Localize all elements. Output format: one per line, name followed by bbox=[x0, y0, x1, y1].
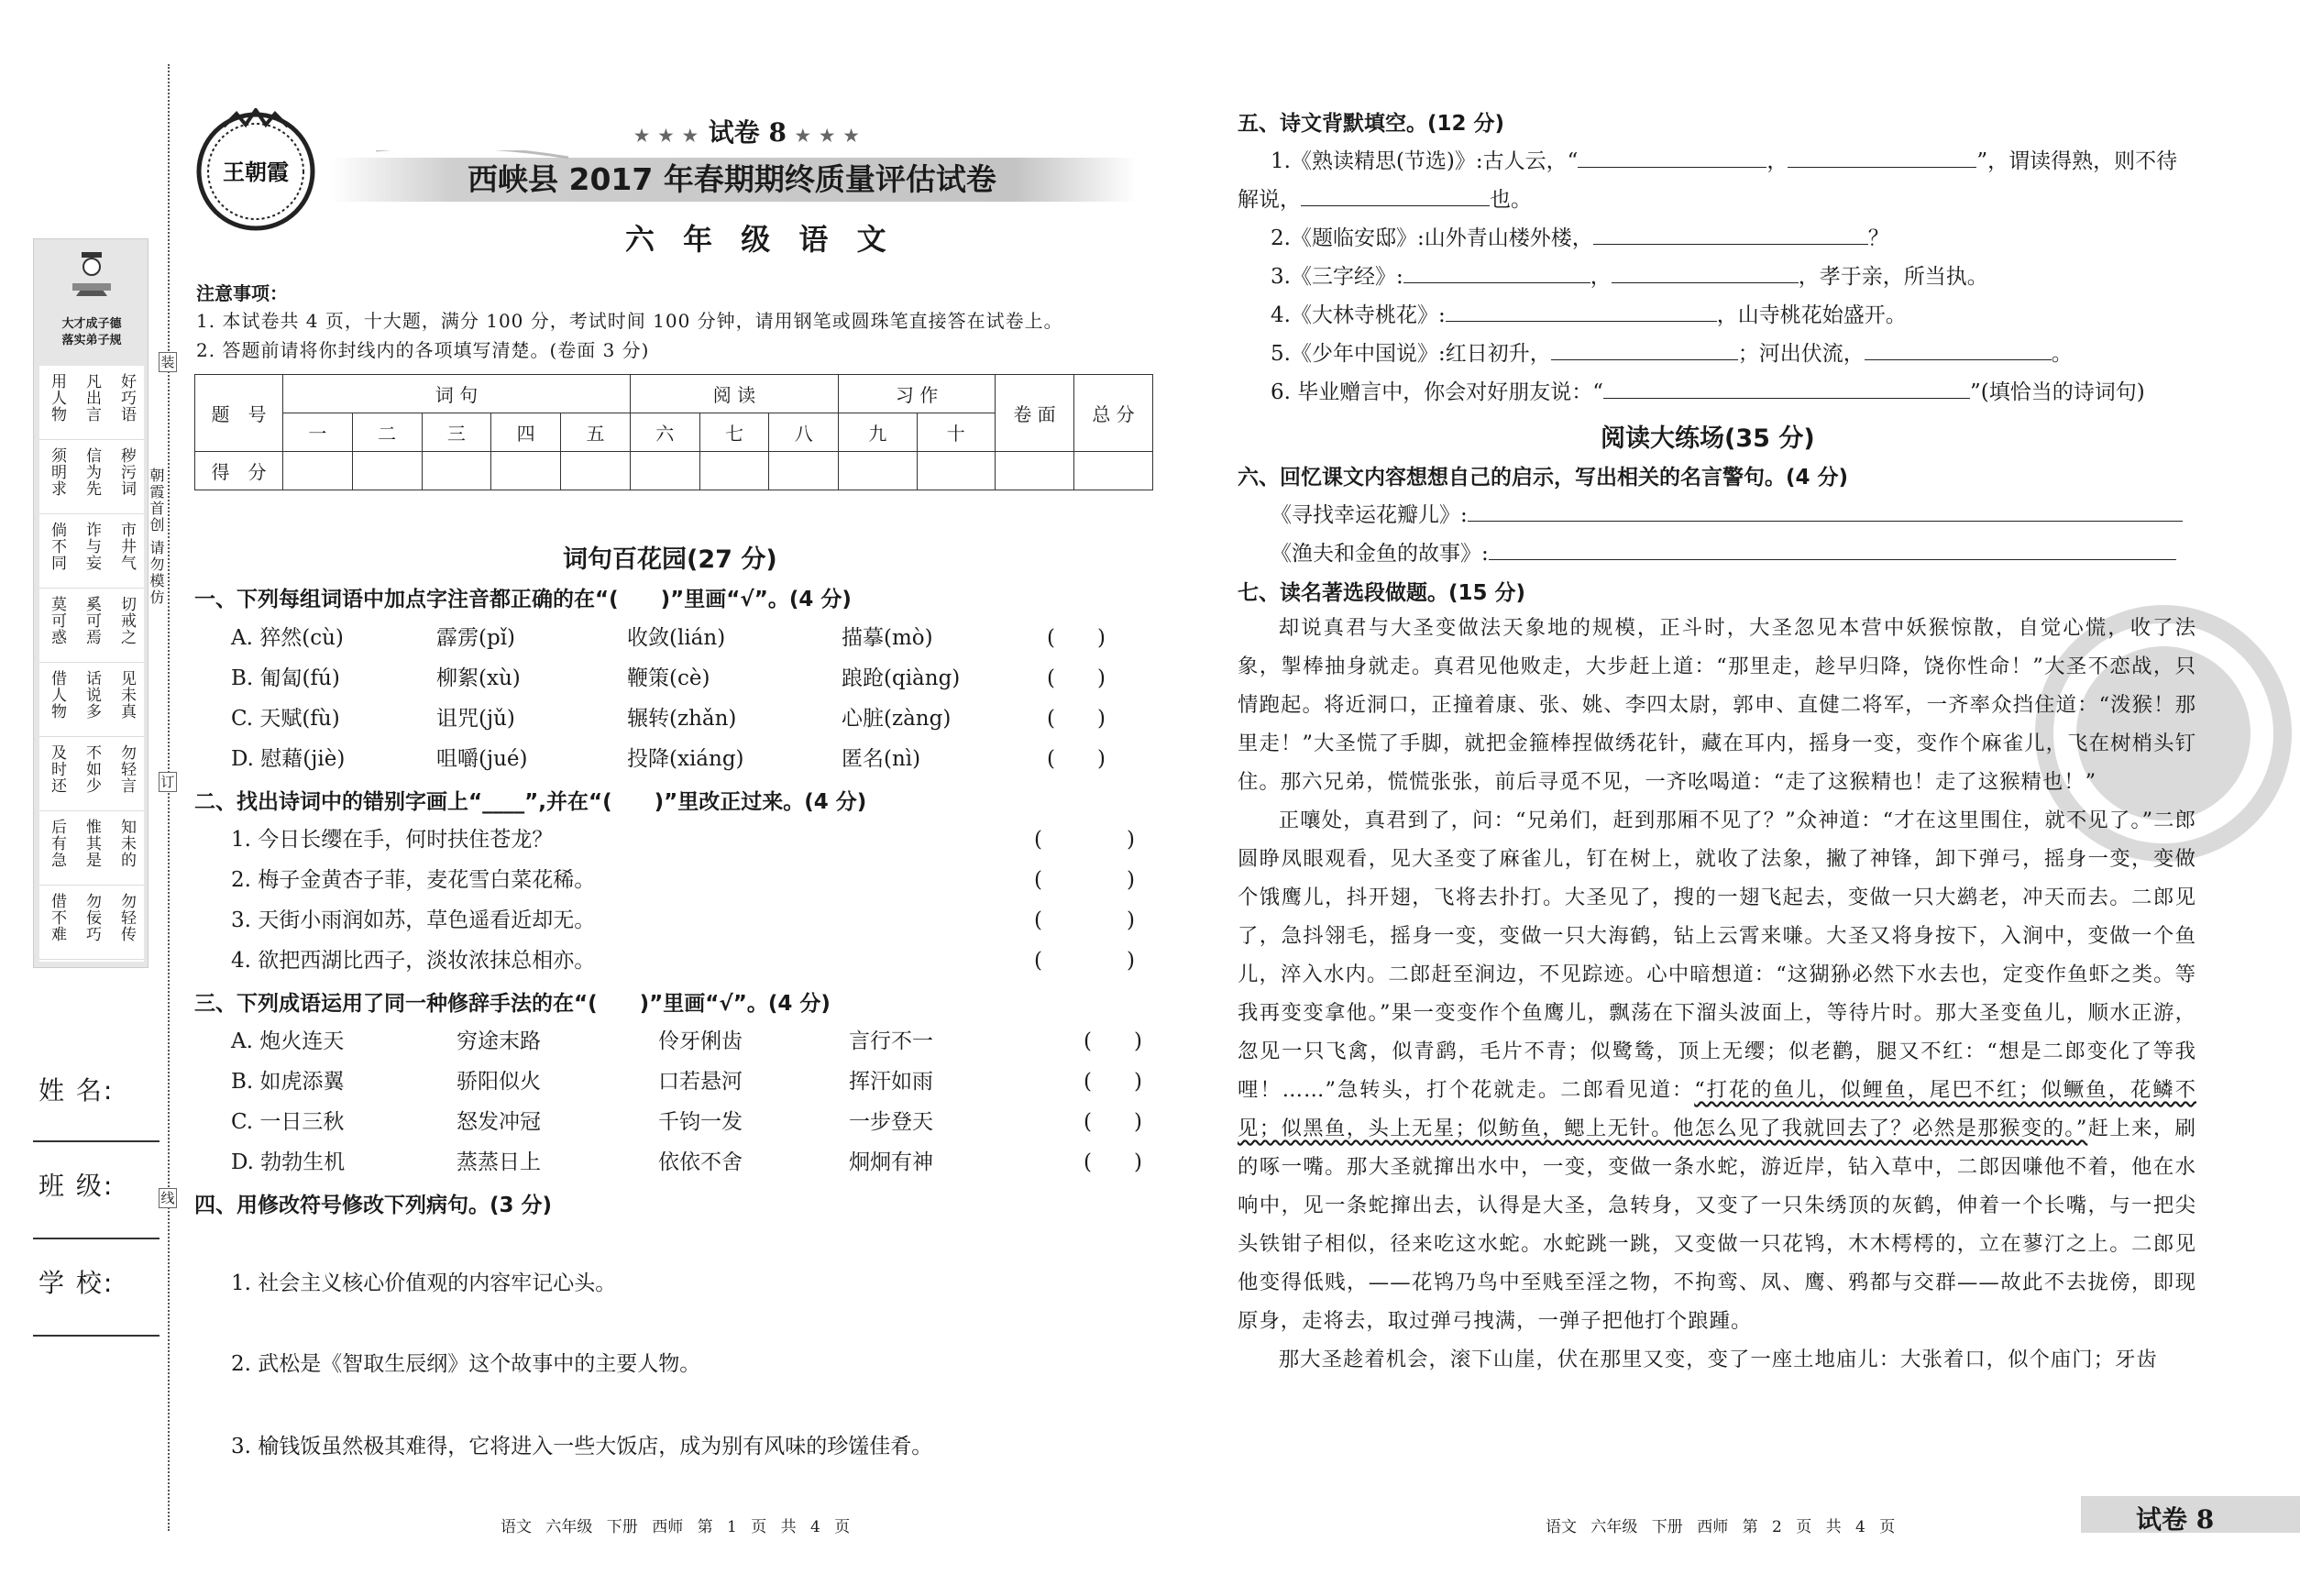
brand-logo bbox=[193, 108, 319, 235]
recite-text: 1.《熟读精思(节选)》:古人云，“ bbox=[1271, 149, 1579, 173]
option-item: 柳絮(xù) bbox=[436, 666, 521, 690]
option-item: 千钧一发 bbox=[658, 1110, 743, 1134]
motto: 市井气 bbox=[117, 522, 136, 571]
group-header: 阅 读 bbox=[630, 375, 838, 413]
binding-mark-zhuang: 装 bbox=[159, 352, 177, 372]
notes-heading: 注意事项： bbox=[196, 282, 288, 304]
option-item: 描摹(mò) bbox=[842, 626, 933, 650]
motto: 须明求 bbox=[48, 447, 66, 497]
group-header: 卷 面 bbox=[996, 375, 1074, 452]
motto: 切戒之 bbox=[117, 596, 136, 645]
option-row bbox=[231, 739, 1148, 779]
name-label: 姓 名: bbox=[39, 1075, 115, 1106]
question-number: 三 bbox=[422, 413, 491, 452]
motto: 后有急 bbox=[48, 819, 66, 868]
quote-label: 《渔夫和金鱼的故事》: bbox=[1271, 542, 1489, 566]
class-field[interactable] bbox=[33, 1238, 160, 1239]
score-cell[interactable] bbox=[422, 452, 491, 490]
recite-line-2 bbox=[1271, 218, 1889, 259]
group-header: 总 分 bbox=[1074, 375, 1153, 452]
note-item: 1. 本试卷共 4 页，十大题，满分 100 分，考试时间 100 分钟，请用钢笔或圆珠笔直接答在试卷上。 bbox=[196, 310, 1063, 332]
recite-line-1 bbox=[1271, 141, 2177, 182]
question-number: 一 bbox=[283, 413, 353, 452]
option-item: 骄阳似火 bbox=[457, 1070, 541, 1094]
poem-line-row bbox=[231, 860, 1157, 900]
fill-blank[interactable] bbox=[1578, 144, 1766, 168]
poem-line: 3. 天街小雨润如苏，草色遥看近却无。 bbox=[231, 908, 596, 932]
corner-series-label: 试卷 8 bbox=[2136, 1504, 2215, 1535]
option-item: 挥汗如雨 bbox=[849, 1070, 933, 1094]
answer-paren[interactable]: ( ) bbox=[1034, 868, 1135, 892]
motto-row bbox=[39, 663, 144, 737]
fill-blank[interactable] bbox=[1489, 536, 2176, 560]
page-footer-right: 语文 六年级 下册 西师 第 2 页 共 4 页 bbox=[1546, 1518, 1896, 1536]
option-item: B. 如虎添翼 bbox=[231, 1070, 345, 1094]
recite-line-4 bbox=[1271, 295, 1907, 336]
question-4-heading: 四、用修改符号修改下列病句。(3 分) bbox=[194, 1194, 553, 1217]
recite-text: 5.《少年中国说》:红日初升， bbox=[1271, 342, 1551, 366]
option-row bbox=[231, 1062, 1157, 1102]
question-3-heading: 三、下列成语运用了同一种修辞手法的在“( )”里画“√”。(4 分) bbox=[194, 992, 831, 1016]
motto-grid bbox=[39, 366, 144, 962]
option-item: A. 炮火连天 bbox=[231, 1029, 345, 1053]
recite-text: 也。 bbox=[1490, 188, 1532, 212]
motto-row bbox=[39, 440, 144, 514]
motto: 惟其是 bbox=[83, 819, 101, 868]
question-number: 八 bbox=[769, 413, 839, 452]
quote-line-1 bbox=[1271, 495, 2183, 535]
score-cell[interactable] bbox=[352, 452, 422, 490]
slogan-line-2: 落实弟子规 bbox=[61, 334, 122, 347]
option-item: 炯炯有神 bbox=[849, 1150, 933, 1174]
score-cell[interactable] bbox=[561, 452, 631, 490]
option-row bbox=[231, 618, 1148, 658]
option-item: 踉跄(qiàng) bbox=[842, 666, 961, 690]
question-7-heading: 七、读名著选段做题。(15 分) bbox=[1238, 581, 1526, 605]
option-item: 言行不一 bbox=[849, 1029, 933, 1053]
quote-label: 《寻找幸运花瓣儿》: bbox=[1271, 503, 1468, 527]
motto: 用人物 bbox=[48, 373, 66, 423]
paper-series-label bbox=[634, 113, 861, 149]
poem-line-row bbox=[231, 941, 1157, 981]
recite-text: ；河出伏流， bbox=[1737, 342, 1865, 366]
motto: 借不难 bbox=[48, 893, 66, 942]
passage-paragraph: 却说真君与大圣变做法天象地的规模，正斗时，大圣忽见本营中妖猴惊散，自觉心慌，收了法象，掣棒抽身就走。真君见他败走，大步赶上道：“那里走，趁早归降，饶你性命！”大圣不恋战，只情跑起。将近洞口，正撞着康、张、姚、李四太尉，郭申、直健二将军，一齐率众挡住道：“泼猴！那里走！”大圣慌了手脚，就把金箍棒捏做绣花针，藏在耳内，摇身一变，变作个麻雀儿，飞在树梢头钉住。那六兄弟，慌慌张张，前后寻觅不见，一齐吆喝道：“走了这猴精也！走了这猴精也！” bbox=[1238, 616, 2196, 794]
section-title: 词句百花园(27 分) bbox=[563, 545, 777, 574]
question-number: 九 bbox=[839, 413, 917, 452]
answer-paren[interactable]: ( ) bbox=[1047, 707, 1106, 731]
motto: 信为先 bbox=[83, 447, 101, 497]
passage-text: 赶上来，刷的啄一嘴。那大圣就撺出水中，一变，变做一条水蛇，游近岸，钻入草中，二郎因嗛他不着，他在水响中，见一条蛇撺出去，认得是大圣，急转身，又变了一只朱绣顶的灰鹤，伸着一个长嘴，与一把尖头铁钳子相似，径来吃这水蛇。水蛇跳一跳，又变做一只花鸨，木木樗樗的，立在蓼汀之上。二郎见他变得低贱，——花鸨乃鸟中至贱至淫之物，不拘鸾、凤、鹰、鸦都与交群——故此不去拢傍，即现原身，走将去，取过弹弓拽满，一弹子把他打个踉踵。 bbox=[1238, 1117, 2196, 1333]
stars-left-icon: ★ ★ ★ bbox=[634, 127, 699, 146]
score-table bbox=[194, 374, 1153, 490]
stars-right-icon: ★ ★ ★ bbox=[795, 127, 861, 146]
motto: 勿轻言 bbox=[117, 744, 136, 794]
passage-paragraph bbox=[1238, 801, 2196, 1340]
score-cell[interactable] bbox=[630, 452, 699, 490]
recite-text: ， bbox=[1766, 149, 1788, 173]
group-header: 习 作 bbox=[839, 375, 996, 413]
answer-paren[interactable]: ( ) bbox=[1047, 626, 1106, 650]
question-number: 四 bbox=[491, 413, 561, 452]
wavy-underlined-text: “打花的鱼儿，似鲤鱼，尾巴不红；似鳜鱼，花鳞不见；似黑鱼，头上无星；似鲂鱼，鳃上无针。他怎么见了我就回去了？必然是那猴变的。” bbox=[1238, 1078, 2196, 1140]
fill-blank[interactable] bbox=[1603, 375, 1970, 399]
recite-text: ，孝于亲，所当执。 bbox=[1798, 265, 1988, 289]
recite-text: 6. 毕业赠言中，你会对好朋友说：“ bbox=[1271, 380, 1604, 404]
option-item: 辗转(zhǎn) bbox=[627, 707, 737, 731]
option-item: 诅咒(jǔ) bbox=[436, 707, 515, 731]
score-cell[interactable] bbox=[283, 452, 353, 490]
motto: 勿佞巧 bbox=[83, 893, 101, 942]
option-item: 咀嚼(jué) bbox=[436, 747, 528, 771]
recite-text: 解说， bbox=[1238, 188, 1301, 212]
option-row bbox=[231, 699, 1148, 739]
fill-blank[interactable] bbox=[1301, 182, 1490, 206]
recite-line-5 bbox=[1271, 334, 2073, 374]
option-item: 心脏(zàng) bbox=[842, 707, 952, 731]
motto-row bbox=[39, 811, 144, 886]
option-row bbox=[231, 1142, 1157, 1183]
question-6-heading: 六、回忆课文内容想想自己的启示，写出相关的名言警句。(4 分) bbox=[1238, 466, 1849, 490]
fill-blank[interactable] bbox=[1403, 259, 1590, 283]
exam-title: 西峡县 2017 年春期期终质量评估试卷 bbox=[468, 161, 996, 197]
fill-blank[interactable] bbox=[1551, 336, 1738, 360]
answer-paren[interactable]: ( ) bbox=[1047, 747, 1106, 771]
motto: 诈与妄 bbox=[83, 522, 101, 571]
option-item: C. 一日三秋 bbox=[231, 1110, 345, 1134]
option-item: C. 天赋(fù) bbox=[231, 707, 340, 731]
option-item: 匿名(nì) bbox=[842, 747, 921, 771]
motto: 借人物 bbox=[48, 670, 66, 720]
question-3-options bbox=[231, 1021, 1157, 1183]
question-1-heading: 一、下列每组词语中加点字注音都正确的在“( )”里画“√”。(4 分) bbox=[194, 588, 852, 611]
answer-paren[interactable]: ( ) bbox=[1084, 1029, 1142, 1053]
recite-line-6 bbox=[1271, 372, 2145, 413]
motto: 勿轻传 bbox=[117, 893, 136, 942]
group-header: 词 句 bbox=[283, 375, 631, 413]
motto: 奚可焉 bbox=[83, 596, 101, 645]
class-label: 班 级: bbox=[39, 1171, 115, 1201]
motto: 秽污词 bbox=[117, 447, 136, 497]
binding-line bbox=[168, 64, 170, 1531]
name-field[interactable] bbox=[33, 1140, 160, 1142]
poem-line: 2. 梅子金黄杏子菲，麦花雪白菜花稀。 bbox=[231, 868, 596, 892]
series-text: 试卷 8 bbox=[708, 117, 787, 148]
motto-row bbox=[39, 589, 144, 663]
score-row-label: 得 分 bbox=[195, 452, 283, 490]
option-item: 依依不舍 bbox=[658, 1150, 743, 1174]
recite-text: ，山寺桃花始盛开。 bbox=[1716, 303, 1907, 327]
motto: 凡出言 bbox=[83, 373, 101, 423]
logo-text: 王朝霞 bbox=[223, 159, 289, 185]
option-item: 一步登天 bbox=[849, 1110, 933, 1134]
page-footer-left: 语文 六年级 下册 西师 第 1 页 共 4 页 bbox=[501, 1518, 851, 1536]
score-cell[interactable] bbox=[1074, 452, 1153, 490]
sick-sentence[interactable]: 2. 武松是《智取生辰纲》这个故事中的主要人物。 bbox=[231, 1352, 701, 1376]
answer-paren[interactable]: ( ) bbox=[1047, 666, 1106, 690]
passage-paragraph: 那大圣趁着机会，滚下山崖，伏在那里又变，变了一座土地庙儿：大张着口，似个庙门；牙齿 bbox=[1278, 1348, 2158, 1371]
option-item: 收敛(lián) bbox=[627, 626, 726, 650]
fill-blank[interactable] bbox=[1865, 336, 2052, 360]
recite-text: 。 bbox=[2051, 342, 2073, 366]
fill-blank[interactable] bbox=[1593, 221, 1868, 245]
sick-sentence[interactable]: 3. 榆钱饭虽然极其难得，它将进入一些大饭店，成为别有风味的珍馐佳肴。 bbox=[231, 1435, 933, 1458]
motto: 倘不同 bbox=[48, 522, 66, 571]
motto: 见未真 bbox=[117, 670, 136, 720]
recite-text: ”(填恰当的诗词句) bbox=[1970, 380, 2145, 404]
question-number: 六 bbox=[630, 413, 699, 452]
question-5-heading: 五、诗文背默填空。(12 分) bbox=[1238, 112, 1505, 136]
question-number: 七 bbox=[699, 413, 769, 452]
note-item: 2. 答题前请将你封线内的各项填写清楚。(卷面 3 分) bbox=[196, 339, 650, 361]
recite-text: ， bbox=[1590, 265, 1612, 289]
answer-paren[interactable]: ( ) bbox=[1034, 828, 1135, 852]
motto: 及时还 bbox=[48, 744, 66, 794]
score-cell[interactable] bbox=[996, 452, 1074, 490]
motto: 莫可惑 bbox=[48, 596, 66, 645]
poem-line: 4. 欲把西湖比西子，淡妆浓抹总相亦。 bbox=[231, 949, 596, 973]
score-cell[interactable] bbox=[699, 452, 769, 490]
motto-row bbox=[39, 514, 144, 589]
recite-line-1-cont bbox=[1238, 180, 1532, 220]
sick-sentence[interactable]: 1. 社会主义核心价值观的内容牢记心头。 bbox=[231, 1271, 617, 1295]
option-item: 口若悬河 bbox=[658, 1070, 743, 1094]
answer-paren[interactable]: ( ) bbox=[1034, 949, 1135, 973]
recite-line-3 bbox=[1271, 257, 1988, 297]
score-cell[interactable] bbox=[491, 452, 561, 490]
binding-vertical-text: 朝霞首创 请勿模仿 bbox=[148, 468, 165, 607]
motto-row bbox=[39, 737, 144, 811]
option-item: B. 匍匐(fú) bbox=[231, 666, 340, 690]
sidebar-slogan bbox=[38, 316, 146, 349]
question-number: 十 bbox=[917, 413, 995, 452]
passage-text: 正嚷处，真君到了，问：“兄弟们，赶到那厢不见了？”众神道：“才在这里围住，就不见了。”二郎圆睁凤眼观看，见大圣变了麻雀儿，钉在树上，就收了法象，撇了神锋，卸下弹弓，摇身一变，变做个饿鹰儿，抖开翅，飞将去扑打。大圣见了，搜的一翅飞起去，变做一只大鹚老，冲天而去。二郎见了，急抖翎毛，摇身一变，变做一只大海鹤，钻上云霄来嗛。大圣又将身按下，入涧中，变做一个鱼儿，淬入水内。二郎赶至涧边，不见踪迹。心中暗想道：“这猢狲必然下水去也，定变作鱼虾之类。等我再变变拿他。”果一变变作个鱼鹰儿，飘荡在下溜头波面上，等待片时。那大圣变鱼儿，顺水正游，忽见一只飞禽，似青鹞，毛片不青；似鹭鸶，顶上无缨；似老鹳，腿又不红：“想是二郎变化了等我哩！……”急转头，打个花就走。二郎看见道： bbox=[1238, 809, 2196, 1102]
question-1-options bbox=[231, 618, 1148, 779]
reading-passage bbox=[1238, 609, 2196, 1489]
option-item: 霹雳(pǐ) bbox=[436, 626, 516, 650]
motto-row bbox=[39, 366, 144, 440]
recite-text: 2.《题临安邸》:山外青山楼外楼， bbox=[1271, 226, 1593, 250]
binding-mark-xian: 线 bbox=[159, 1188, 177, 1208]
motto: 知未的 bbox=[117, 819, 136, 868]
question-number: 五 bbox=[561, 413, 631, 452]
school-label: 学 校: bbox=[39, 1268, 115, 1298]
score-cell[interactable] bbox=[917, 452, 995, 490]
option-item: 穷途末路 bbox=[457, 1029, 541, 1053]
score-cell[interactable] bbox=[839, 452, 917, 490]
option-row bbox=[231, 658, 1148, 699]
answer-paren[interactable]: ( ) bbox=[1084, 1110, 1142, 1134]
score-table-header: 题 号 bbox=[195, 375, 283, 452]
sidebar-panel bbox=[33, 238, 149, 968]
fill-blank[interactable] bbox=[1468, 498, 2183, 522]
option-item: D. 勃勃生机 bbox=[231, 1150, 346, 1174]
quote-line-2 bbox=[1271, 534, 2176, 574]
motto: 话说多 bbox=[83, 670, 101, 720]
poem-line-row bbox=[231, 900, 1157, 941]
fill-blank[interactable] bbox=[1788, 144, 1976, 168]
reading-section-title: 阅读大练场(35 分) bbox=[1601, 424, 1815, 453]
option-item: 投降(xiáng) bbox=[627, 747, 744, 771]
answer-paren[interactable]: ( ) bbox=[1034, 908, 1135, 932]
scholar-illustration-icon bbox=[71, 250, 113, 300]
poem-line-row bbox=[231, 820, 1157, 860]
subject-title: 六 年 级 语 文 bbox=[625, 222, 896, 257]
option-row bbox=[231, 1102, 1157, 1142]
question-2-items bbox=[231, 820, 1157, 981]
option-item: 蒸蒸日上 bbox=[457, 1150, 541, 1174]
motto: 好巧语 bbox=[117, 373, 136, 423]
fill-blank[interactable] bbox=[1446, 298, 1717, 322]
recite-text: 3.《三字经》: bbox=[1271, 265, 1403, 289]
school-field[interactable] bbox=[33, 1335, 160, 1337]
recite-text: ？ bbox=[1867, 226, 1889, 250]
option-row bbox=[231, 1021, 1157, 1062]
answer-paren[interactable]: ( ) bbox=[1084, 1070, 1142, 1094]
poem-line: 1. 今日长缨在手，何时扶住苍龙？ bbox=[231, 828, 554, 852]
option-item: 怒发冲冠 bbox=[457, 1110, 541, 1134]
answer-paren[interactable]: ( ) bbox=[1084, 1150, 1142, 1174]
question-2-heading: 二、找出诗词中的错别字画上“____”,并在“( )”里改正过来。(4 分) bbox=[194, 790, 867, 814]
option-item: 伶牙俐齿 bbox=[658, 1029, 743, 1053]
option-item: D. 慰藉(jiè) bbox=[231, 747, 346, 771]
fill-blank[interactable] bbox=[1612, 259, 1799, 283]
option-item: A. 猝然(cù) bbox=[231, 626, 344, 650]
motto: 不如少 bbox=[83, 744, 101, 794]
slogan-line-1: 大才成子德 bbox=[61, 317, 122, 331]
option-item: 鞭策(cè) bbox=[627, 666, 710, 690]
question-number: 二 bbox=[352, 413, 422, 452]
score-cell[interactable] bbox=[769, 452, 839, 490]
motto-row bbox=[39, 886, 144, 960]
recite-text: 4.《大林寺桃花》: bbox=[1271, 303, 1446, 327]
recite-text: ”，谓读得熟，则不待 bbox=[1976, 149, 2178, 173]
binding-mark-ding: 订 bbox=[159, 772, 177, 792]
